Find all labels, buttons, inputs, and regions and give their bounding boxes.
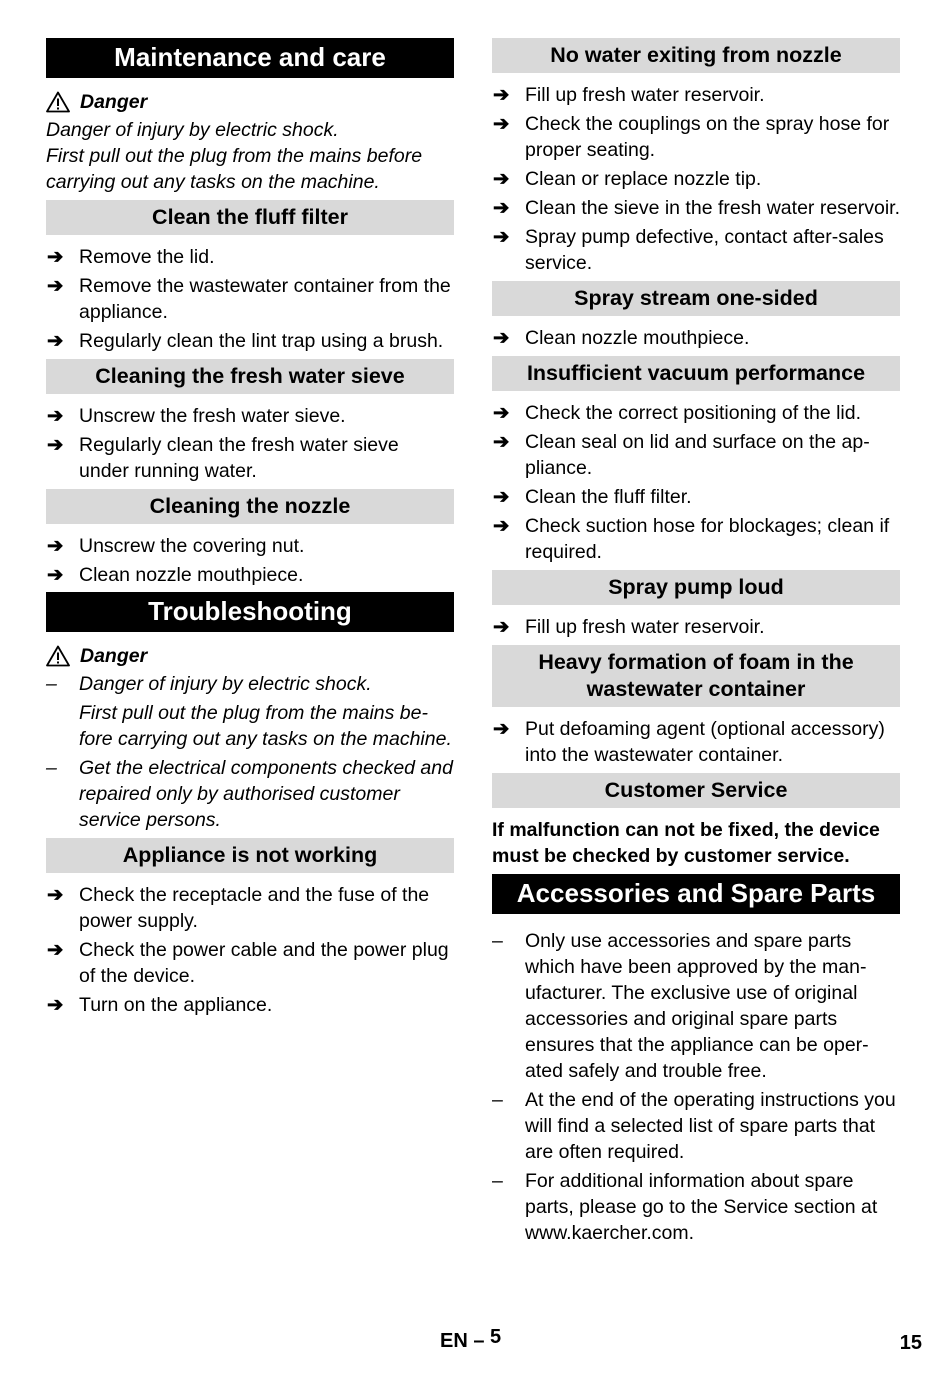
section-title-accessories: Accessories and Spare Parts	[492, 874, 900, 914]
list-item-text: At the end of the operating instructions you will find a selected list of spare parts that are often required.	[525, 1089, 896, 1163]
section-title-troubleshooting: Troubleshooting	[46, 592, 454, 632]
list-item	[46, 533, 454, 559]
list-item	[492, 614, 900, 640]
footer-language-page	[440, 1326, 502, 1353]
list-item	[492, 1168, 900, 1246]
danger-text-2: First pull out the plug from the mains before carrying out any tasks on the machine.	[46, 145, 423, 193]
danger-text-1: Danger of injury by electric shock.	[46, 119, 339, 141]
arrow-icon: ➔	[47, 434, 64, 456]
list-item	[46, 273, 454, 325]
list-item-text: Only use accessories and spare parts which have been approved by the manufacturer. The exclusive use of original accessories and original spare parts ensures that the appliance can be operated safely and trouble free.	[525, 930, 869, 1082]
left-column	[46, 38, 454, 1021]
danger-heading	[46, 87, 454, 117]
list-item-text: Unscrew the covering nut.	[79, 535, 305, 557]
list-item-text: Regularly clean the lint trap using a brush.	[79, 330, 444, 352]
dash-icon: –	[492, 1089, 503, 1111]
list-item-text: Remove the lid.	[79, 246, 215, 268]
list-item	[492, 513, 900, 565]
list-item	[46, 882, 454, 934]
danger-label: Danger	[80, 645, 148, 667]
list-item	[492, 166, 900, 192]
warning-icon	[46, 645, 70, 667]
danger-continuation: First pull out the plug from the mains before carrying out any tasks on the machine.	[79, 702, 452, 750]
not-working-list	[46, 882, 454, 1018]
arrow-icon: ➔	[47, 275, 64, 297]
subsection-title-vacuum: Insufficient vacuum performance	[492, 356, 900, 391]
warning-icon	[46, 91, 70, 113]
list-item	[46, 432, 454, 484]
right-column	[492, 38, 900, 1249]
subsection-title-fresh-water-sieve: Cleaning the fresh water sieve	[46, 359, 454, 394]
subsection-title-not-working: Appliance is not working	[46, 838, 454, 873]
foam-list	[492, 716, 900, 768]
list-item-text: Check the power cable and the power plug of the device.	[79, 939, 449, 987]
list-item	[492, 484, 900, 510]
list-item	[492, 111, 900, 163]
list-item-text: For additional information about spare parts, please go to the Service section at www.kaercher.com.	[525, 1170, 878, 1244]
list-item-text: Check the correct positioning of the lid.	[525, 402, 862, 424]
dash-icon: –	[46, 757, 57, 779]
danger-label: Danger	[80, 91, 148, 113]
arrow-icon: ➔	[47, 330, 64, 352]
list-item	[46, 328, 454, 354]
list-item	[492, 82, 900, 108]
pump-loud-list	[492, 614, 900, 640]
list-item-text: Regularly clean the fresh water sieve under running water.	[79, 434, 399, 482]
list-item-text: Put defoaming agent (optional accessory) into the wastewater container.	[525, 718, 885, 766]
list-item	[46, 562, 454, 588]
list-item	[46, 937, 454, 989]
arrow-icon: ➔	[493, 718, 510, 740]
no-water-list	[492, 82, 900, 276]
list-item	[46, 244, 454, 270]
list-item	[492, 195, 900, 221]
arrow-icon: ➔	[493, 616, 510, 638]
list-item	[492, 1087, 900, 1165]
footer-lang: EN	[440, 1330, 468, 1352]
list-item-text: Check suction hose for blockages; clean if required.	[525, 515, 890, 563]
dash-icon: –	[492, 930, 503, 952]
arrow-icon: ➔	[47, 246, 64, 268]
list-item-text: Check the receptacle and the fuse of the power supply.	[79, 884, 430, 932]
list-item-text: Clean the fluff filter.	[525, 486, 692, 508]
list-item	[492, 429, 900, 481]
danger-list	[46, 671, 454, 697]
arrow-icon: ➔	[493, 226, 510, 248]
arrow-icon: ➔	[493, 486, 510, 508]
list-item-text: Spray pump defective, contact after-sales service.	[525, 226, 884, 274]
arrow-icon: ➔	[47, 884, 64, 906]
list-item	[492, 716, 900, 768]
subsection-title-one-sided: Spray stream one-sided	[492, 281, 900, 316]
subsection-title-foam: Heavy formation of foam in the wastewater container	[492, 645, 900, 707]
arrow-icon: ➔	[493, 327, 510, 349]
arrow-icon: ➔	[493, 431, 510, 453]
list-item-text: Get the electrical components checked and repaired only by authorised customer service persons.	[79, 757, 453, 831]
arrow-icon: ➔	[47, 535, 64, 557]
footer-dash: –	[473, 1330, 485, 1352]
list-item-text: Danger of injury by electric shock.	[79, 673, 372, 695]
danger-list-2	[46, 755, 454, 833]
arrow-icon: ➔	[493, 84, 510, 106]
footer-section-page: 5	[490, 1326, 502, 1348]
customer-service-text: If malfunction can not be fixed, the device must be checked by customer service.	[492, 819, 880, 867]
danger-heading-2	[46, 641, 454, 671]
dash-icon: –	[46, 673, 57, 695]
list-item	[46, 403, 454, 429]
arrow-icon: ➔	[47, 564, 64, 586]
subsection-title-customer-service: Customer Service	[492, 773, 900, 808]
list-item	[46, 755, 454, 833]
page-number: 15	[899, 1332, 922, 1354]
list-item-text: Clean nozzle mouthpiece.	[79, 564, 304, 586]
arrow-icon: ➔	[493, 168, 510, 190]
list-item-text: Clean seal on lid and surface on the appliance.	[525, 431, 870, 479]
list-item-text: Clean or replace nozzle tip.	[525, 168, 762, 190]
arrow-icon: ➔	[493, 113, 510, 135]
list-item-text: Fill up fresh water reservoir.	[525, 84, 765, 106]
list-item-text: Clean the sieve in the fresh water reservoir.	[525, 197, 901, 219]
list-item-text: Fill up fresh water reservoir.	[525, 616, 765, 638]
section-title-maintenance: Maintenance and care	[46, 38, 454, 78]
arrow-icon: ➔	[493, 197, 510, 219]
arrow-icon: ➔	[493, 515, 510, 537]
list-item	[46, 671, 454, 697]
list-item-text: Clean nozzle mouthpiece.	[525, 327, 750, 349]
list-item	[492, 224, 900, 276]
fluff-filter-list	[46, 244, 454, 354]
list-item-text: Check the couplings on the spray hose for proper seating.	[525, 113, 890, 161]
subsection-title-nozzle: Cleaning the nozzle	[46, 489, 454, 524]
arrow-icon: ➔	[493, 402, 510, 424]
list-item	[46, 992, 454, 1018]
one-sided-list	[492, 325, 900, 351]
list-item	[492, 325, 900, 351]
subsection-title-pump-loud: Spray pump loud	[492, 570, 900, 605]
arrow-icon: ➔	[47, 405, 64, 427]
dash-icon: –	[492, 1170, 503, 1192]
accessories-list	[492, 928, 900, 1246]
nozzle-list	[46, 533, 454, 588]
arrow-icon: ➔	[47, 994, 64, 1016]
arrow-icon: ➔	[47, 939, 64, 961]
vacuum-list	[492, 400, 900, 565]
list-item-text: Turn on the appliance.	[79, 994, 273, 1016]
list-item	[492, 928, 900, 1084]
subsection-title-fluff-filter: Clean the fluff filter	[46, 200, 454, 235]
list-item-text: Remove the wastewater container from the appliance.	[79, 275, 451, 323]
list-item	[492, 400, 900, 426]
subsection-title-no-water: No water exiting from nozzle	[492, 38, 900, 73]
sieve-list	[46, 403, 454, 484]
list-item-text: Unscrew the fresh water sieve.	[79, 405, 346, 427]
